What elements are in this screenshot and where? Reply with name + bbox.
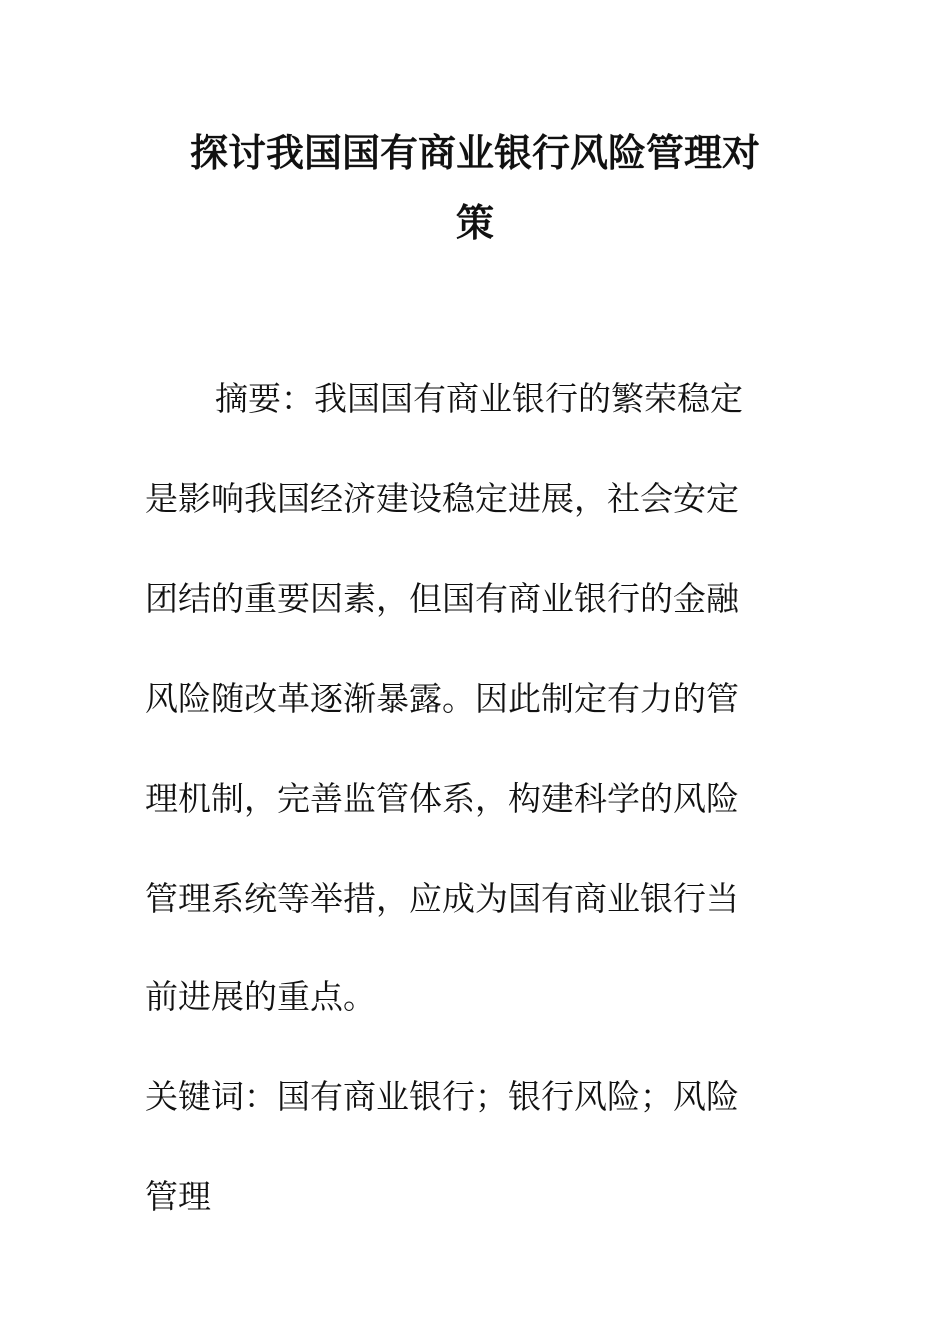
keywords-line-2: 管理	[145, 1177, 211, 1216]
title-line-2: 策	[455, 200, 494, 245]
title-line-1: 探讨我国国有商业银行风险管理对	[189, 130, 760, 175]
keywords-line-1: 关键词：国有商业银行；银行风险；风险	[145, 1077, 739, 1116]
abstract-line-2: 是影响我国经济建设稳定进展，社会安定	[145, 479, 739, 518]
abstract-line-4: 风险随改革逐渐暴露。因此制定有力的管	[145, 679, 739, 718]
abstract-line-3: 团结的重要因素，但国有商业银行的金融	[145, 579, 739, 618]
abstract-line-7: 前进展的重点。	[145, 977, 376, 1016]
abstract-line-6: 管理系统等举措，应成为国有商业银行当	[145, 879, 739, 918]
abstract-line-5: 理机制，完善监管体系，构建科学的风险	[145, 779, 739, 818]
document-title	[130, 118, 820, 258]
abstract-line-1: 摘要：我国国有商业银行的繁荣稳定	[215, 379, 743, 418]
